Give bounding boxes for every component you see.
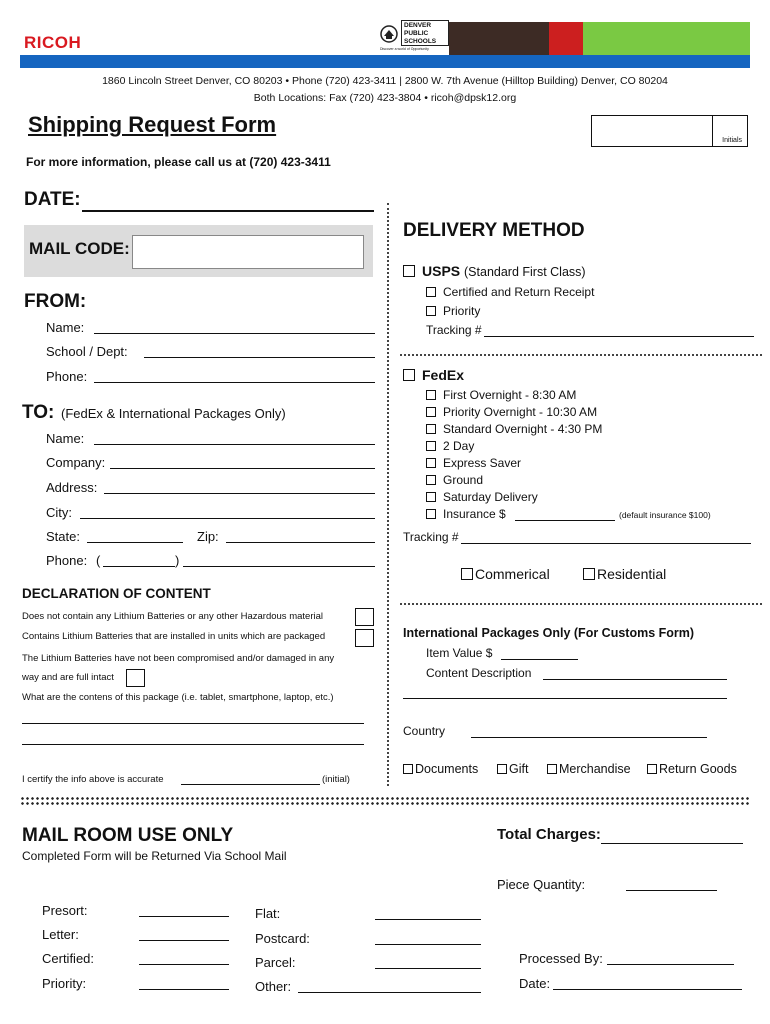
commercial-label: Commerical — [475, 566, 550, 582]
fedex-express-saver-checkbox[interactable] — [426, 458, 436, 468]
ricoh-logo: RICOH — [24, 33, 82, 52]
fedex-priority-overnight[interactable] — [426, 405, 597, 419]
to-company-line[interactable] — [110, 468, 375, 469]
to-phone-paren-open: ( — [96, 553, 101, 568]
declaration-contents-question: What are the contens of this package (i.e. tablet, smartphone, laptop, etc.) — [22, 692, 334, 703]
residential-option[interactable] — [583, 566, 666, 582]
fedex-2day-checkbox[interactable] — [426, 441, 436, 451]
usps-priority-label: Priority — [443, 304, 481, 318]
fedex-standard-overnight-checkbox[interactable] — [426, 424, 436, 434]
return-goods-label: Return Goods — [659, 762, 737, 776]
date-label: DATE: — [24, 189, 81, 210]
date-line[interactable] — [82, 210, 374, 212]
info-line: For more information, please call us at (720) 423-3411 — [26, 155, 331, 169]
documents-checkbox[interactable] — [403, 764, 413, 774]
mail-code-box — [24, 225, 373, 277]
from-phone-line[interactable] — [94, 382, 375, 383]
to-address-label: Address: — [46, 480, 98, 495]
usps-tracking-label: Tracking # — [426, 323, 482, 337]
fedex-first-overnight[interactable] — [426, 388, 576, 402]
piece-quantity-label: Piece Quantity: — [497, 877, 586, 892]
gift-checkbox[interactable] — [497, 764, 507, 774]
total-charges-line[interactable] — [601, 843, 743, 844]
color-block-green — [583, 22, 750, 55]
form-title: Shipping Request Form — [28, 112, 277, 137]
fedex-ground[interactable] — [426, 473, 483, 487]
content-description-line-2[interactable] — [403, 698, 727, 699]
from-school-label: School / Dept: — [46, 344, 128, 359]
declaration-title: DECLARATION OF CONTENT — [22, 586, 211, 601]
initials-label: Initials — [722, 137, 742, 144]
return-goods-checkbox[interactable] — [647, 764, 657, 774]
vertical-divider — [387, 203, 389, 786]
fedex-insurance-label: Insurance $ — [443, 507, 506, 521]
usps-priority-option[interactable] — [426, 304, 480, 318]
fedex-priority-overnight-label: Priority Overnight - 10:30 AM — [443, 405, 598, 419]
certify-initial-line[interactable] — [181, 784, 320, 785]
address-line-2: Both Locations: Fax (720) 423-3804 • ricoh@dpsk12.org — [253, 92, 517, 104]
from-phone-label: Phone: — [46, 369, 88, 384]
fedex-standard-overnight[interactable] — [426, 422, 602, 436]
to-state-line[interactable] — [87, 542, 183, 543]
priority-line[interactable] — [139, 989, 229, 990]
declaration-not-damaged-2: way and are full intact — [22, 672, 114, 683]
usps-certified-option[interactable] — [426, 285, 594, 299]
usps-note: (Standard First Class) — [464, 265, 586, 279]
insurance-amount-line[interactable] — [515, 520, 615, 521]
blue-banner — [20, 55, 750, 68]
date-bottom-line[interactable] — [553, 989, 742, 990]
fedex-express-saver[interactable] — [426, 456, 521, 470]
content-return-goods[interactable] — [647, 762, 737, 776]
right-divider-2 — [400, 603, 762, 605]
residential-label: Residential — [597, 566, 667, 582]
usps-tracking-line[interactable] — [484, 336, 754, 337]
dps-line-3: SCHOOLS — [404, 38, 437, 45]
initials-box[interactable] — [591, 115, 748, 147]
to-address-line[interactable] — [104, 493, 375, 494]
commercial-option[interactable] — [461, 566, 550, 582]
usps-label: USPS — [422, 263, 461, 279]
from-label: FROM: — [24, 291, 87, 312]
flat-label: Flat: — [255, 906, 281, 921]
from-name-line[interactable] — [94, 333, 375, 334]
item-value-line[interactable] — [501, 659, 578, 660]
fedex-option[interactable] — [403, 367, 464, 383]
processed-by-line[interactable] — [607, 964, 734, 965]
section-divider — [20, 796, 750, 806]
commercial-checkbox[interactable] — [461, 568, 473, 580]
fedex-checkbox[interactable] — [403, 369, 415, 381]
parcel-line[interactable] — [375, 968, 481, 969]
parcel-label: Parcel: — [255, 955, 296, 970]
letter-line[interactable] — [139, 940, 229, 941]
presort-label: Presort: — [42, 903, 88, 918]
country-line[interactable] — [471, 737, 707, 738]
declaration-no-hazard: Does not contain any Lithium Batteries or any other Hazardous material — [22, 611, 323, 622]
gift-label: Gift — [509, 762, 529, 776]
fedex-2day[interactable] — [426, 439, 474, 453]
declaration-contains-lithium-checkbox[interactable] — [355, 629, 374, 647]
total-charges-label: Total Charges: — [497, 826, 601, 843]
usps-checkbox[interactable] — [403, 265, 415, 277]
mail-code-input[interactable] — [132, 235, 364, 269]
piece-quantity-line[interactable] — [626, 890, 717, 891]
to-city-label: City: — [46, 505, 72, 520]
fedex-saturday-label: Saturday Delivery — [443, 490, 538, 504]
fedex-first-overnight-checkbox[interactable] — [426, 390, 436, 400]
from-name-label: Name: — [46, 320, 85, 335]
mailroom-title: MAIL ROOM USE ONLY — [22, 825, 234, 846]
merchandise-label: Merchandise — [559, 762, 631, 776]
to-phone-area-line[interactable] — [103, 566, 175, 567]
certified-label: Certified: — [42, 951, 95, 966]
merchandise-checkbox[interactable] — [547, 764, 557, 774]
certified-line[interactable] — [139, 964, 229, 965]
fedex-saturday[interactable] — [426, 490, 538, 504]
insurance-note: (default insurance $100) — [619, 510, 711, 520]
fedex-standard-overnight-label: Standard Overnight - 4:30 PM — [443, 422, 603, 436]
to-label: TO: — [22, 402, 55, 423]
mailroom-subtitle: Completed Form will be Returned Via School Mail — [22, 849, 287, 863]
certify-text: I certify the info above is accurate — [22, 774, 164, 785]
fedex-2day-label: 2 Day — [443, 439, 475, 453]
to-company-label: Company: — [46, 455, 106, 470]
postcard-line[interactable] — [375, 944, 481, 945]
to-name-line[interactable] — [94, 444, 375, 445]
content-description-label: Content Description — [426, 666, 532, 680]
to-name-label: Name: — [46, 431, 85, 446]
content-merchandise[interactable] — [547, 762, 631, 776]
to-note: (FedEx & International Packages Only) — [61, 406, 286, 421]
color-block-dark — [449, 22, 549, 55]
content-description-line[interactable] — [543, 679, 727, 680]
to-phone-paren-close: ) — [175, 553, 180, 568]
certify-initial-label: (initial) — [322, 774, 350, 785]
content-gift[interactable] — [497, 762, 528, 776]
declaration-intact-checkbox[interactable] — [126, 669, 145, 687]
to-phone-number-line[interactable] — [183, 566, 375, 567]
to-state-label: State: — [46, 529, 80, 544]
dps-emblem-icon — [380, 25, 398, 43]
address-line-1: 1860 Lincoln Street Denver, CO 80203 • Phone (720) 423-3411 | 2800 W. 7th Avenue (Hilltop Building) Denver, CO 80204 — [102, 75, 668, 87]
contents-line-2[interactable] — [22, 744, 364, 745]
usps-certified-label: Certified and Return Receipt — [443, 285, 595, 299]
other-line[interactable] — [298, 992, 481, 993]
delivery-method-title: DELIVERY METHOD — [403, 220, 585, 241]
fedex-insurance[interactable] — [426, 507, 506, 521]
priority-label: Priority: — [42, 976, 87, 991]
fedex-ground-label: Ground — [443, 473, 484, 487]
presort-line[interactable] — [139, 916, 229, 917]
fedex-saturday-checkbox[interactable] — [426, 492, 436, 502]
residential-checkbox[interactable] — [583, 568, 595, 580]
to-phone-label: Phone: — [46, 553, 88, 568]
fedex-label: FedEx — [422, 367, 465, 383]
documents-label: Documents — [415, 762, 479, 776]
usps-option[interactable] — [403, 263, 586, 279]
content-documents[interactable] — [403, 762, 478, 776]
usps-certified-checkbox[interactable] — [426, 287, 436, 297]
fedex-tracking-label: Tracking # — [403, 530, 459, 544]
postcard-label: Postcard: — [255, 931, 310, 946]
dps-tagline: Discover a world of Opportunity — [380, 47, 429, 51]
fedex-express-saver-label: Express Saver — [443, 456, 522, 470]
contents-line-1[interactable] — [22, 723, 364, 724]
to-city-line[interactable] — [80, 518, 375, 519]
dps-line-2: PUBLIC — [404, 30, 429, 37]
fedex-ground-checkbox[interactable] — [426, 475, 436, 485]
country-label: Country — [403, 724, 446, 738]
date-bottom-label: Date: — [519, 976, 551, 991]
letter-label: Letter: — [42, 927, 79, 942]
from-school-line[interactable] — [144, 357, 375, 358]
processed-by-label: Processed By: — [519, 951, 603, 966]
other-label: Other: — [255, 979, 292, 994]
dps-line-1: DENVER — [404, 22, 432, 29]
mail-code-label: MAIL CODE: — [29, 239, 130, 258]
item-value-label: Item Value $ — [426, 646, 493, 660]
flat-line[interactable] — [375, 919, 481, 920]
fedex-priority-overnight-checkbox[interactable] — [426, 407, 436, 417]
to-zip-label: Zip: — [197, 529, 219, 544]
right-divider-1 — [400, 354, 762, 356]
declaration-not-damaged-1: The Lithium Batteries have not been compromised and/or damaged in any — [22, 653, 335, 664]
fedex-insurance-checkbox[interactable] — [426, 509, 436, 519]
fedex-first-overnight-label: First Overnight - 8:30 AM — [443, 388, 577, 402]
dps-logo — [380, 20, 450, 52]
color-block-red — [549, 22, 583, 55]
declaration-no-hazard-checkbox[interactable] — [355, 608, 374, 626]
declaration-contains-lithium: Contains Lithium Batteries that are installed in units which are packaged — [22, 631, 326, 642]
to-zip-line[interactable] — [226, 542, 375, 543]
usps-priority-checkbox[interactable] — [426, 306, 436, 316]
intl-title: International Packages Only (For Customs Form) — [403, 626, 695, 640]
fedex-tracking-line[interactable] — [461, 543, 751, 544]
